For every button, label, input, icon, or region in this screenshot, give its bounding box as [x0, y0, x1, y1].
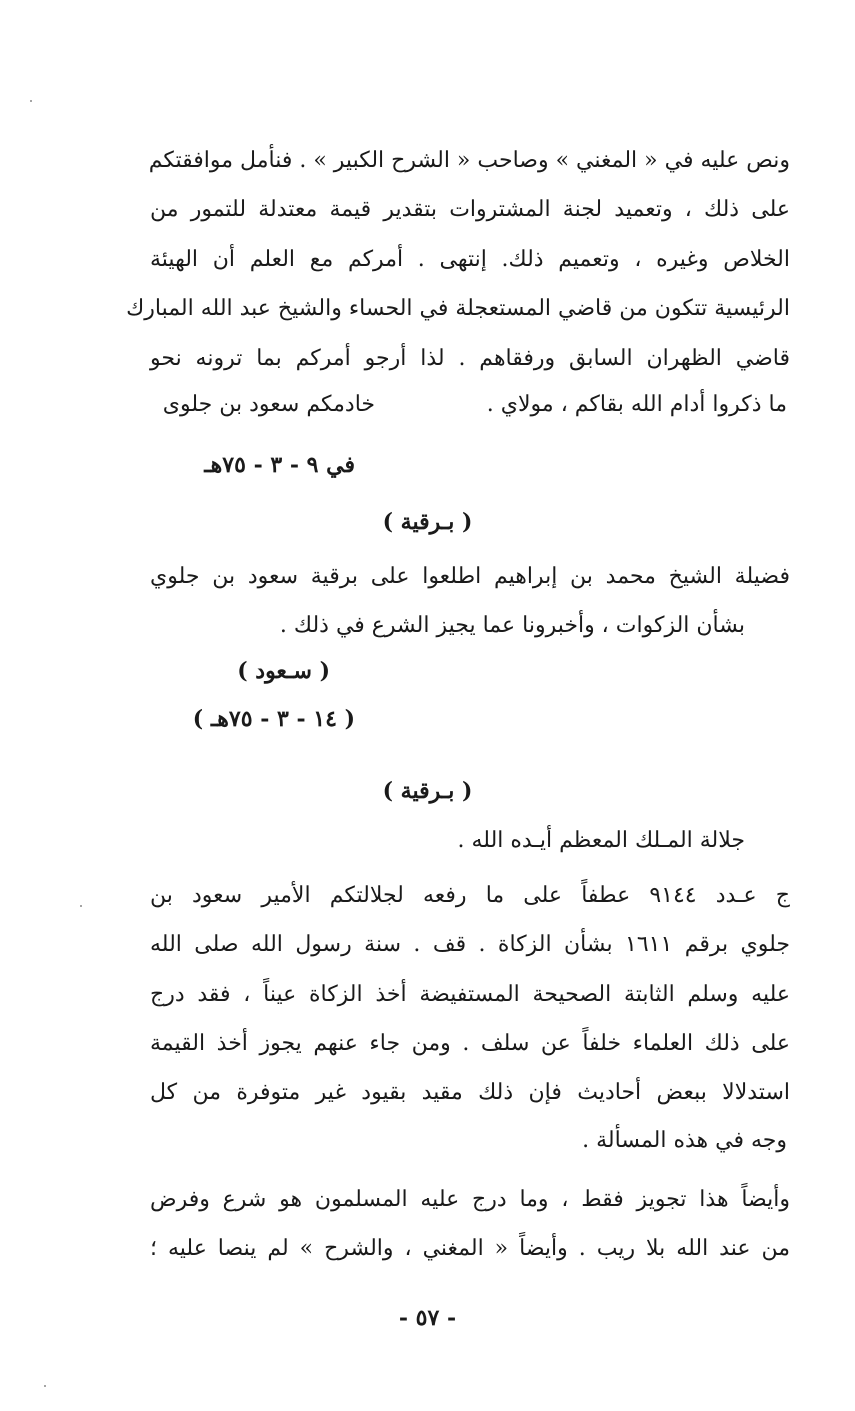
telegram1-heading: ( بـرقية ) [382, 509, 473, 535]
telegram2-p1-line-5: استدلالا ببعض أحاديث فإن ذلك مقيد بقيود غير متوفرة من كل [150, 1080, 790, 1105]
scan-speck [44, 1385, 46, 1387]
telegram1-line-2: بشأن الزكوات ، وأخبرونا عما يجيز الشرع في ذلك . [279, 613, 745, 638]
scan-speck [80, 905, 82, 907]
letter1-date: في ٩ - ٣ - ٧٥هـ [204, 452, 355, 478]
telegram2-p1-line-2: جلوي برقم ١٦١١ بشأن الزكاة . قف . سنة رسول الله صلى الله [150, 932, 790, 957]
scan-speck [30, 100, 32, 102]
letter1-signature: خادمكم سعود بن جلوى [162, 392, 375, 417]
telegram1-signature: ( سـعود ) [237, 658, 330, 684]
telegram2-p1-line-6: وجه في هذه المسألة . [582, 1128, 787, 1153]
telegram1-line-1: فضيلة الشيخ محمد بن إبراهيم اطلعوا على برقية سعود بن جلوي [150, 564, 790, 589]
telegram2-salutation: جلالة المـلك المعظم أيـده الله . [457, 828, 745, 853]
letter1-closing: ما ذكروا أدام الله بقاكم ، مولاي . [486, 392, 787, 417]
telegram2-p2-line-1: وأيضاً هذا تجويز فقط ، وما درج عليه المسلمون هو شرع وفرض [150, 1187, 790, 1212]
telegram2-heading: ( بـرقية ) [382, 778, 473, 804]
letter1-line-1: ونص عليه في « المغني » وصاحب « الشرح الكبير » . فنأمل موافقتكم [148, 148, 790, 173]
telegram2-p1-line-3: عليه وسلم الثابتة الصحيحة المستفيضة أخذ الزكاة عيناً ، فقد درج [150, 982, 790, 1007]
telegram2-p2-line-2: من عند الله بلا ريب . وأيضاً « المغني ، والشرح » لم ينصا عليه ؛ [150, 1236, 790, 1261]
page-number: - ٥٧ - [398, 1305, 457, 1331]
letter1-line-2: على ذلك ، وتعميد لجنة المشتروات بتقدير قيمة معتدلة للتمور من [150, 197, 790, 222]
telegram1-date: ( ١٤ - ٣ - ٧٥هـ ) [192, 706, 355, 732]
telegram2-p1-line-4: على ذلك العلماء خلفاً عن سلف . ومن جاء عنهم يجوز أخذ القيمة [150, 1031, 790, 1056]
letter1-line-4: الرئيسية تتكون من قاضي المستعجلة في الحساء والشيخ عبد الله المبارك [126, 296, 790, 321]
telegram2-p1-line-1: ج عـدد ٩١٤٤ عطفاً على ما رفعه لجلالتكم الأمير سعود بن [150, 883, 790, 908]
letter1-line-5: قاضي الظهران السابق ورفقاهم . لذا أرجو أمركم بما ترونه نحو [150, 346, 790, 371]
letter1-line-3: الخلاص وغيره ، وتعميم ذلك. إنتهى . أمركم مع العلم أن الهيئة [150, 247, 790, 272]
